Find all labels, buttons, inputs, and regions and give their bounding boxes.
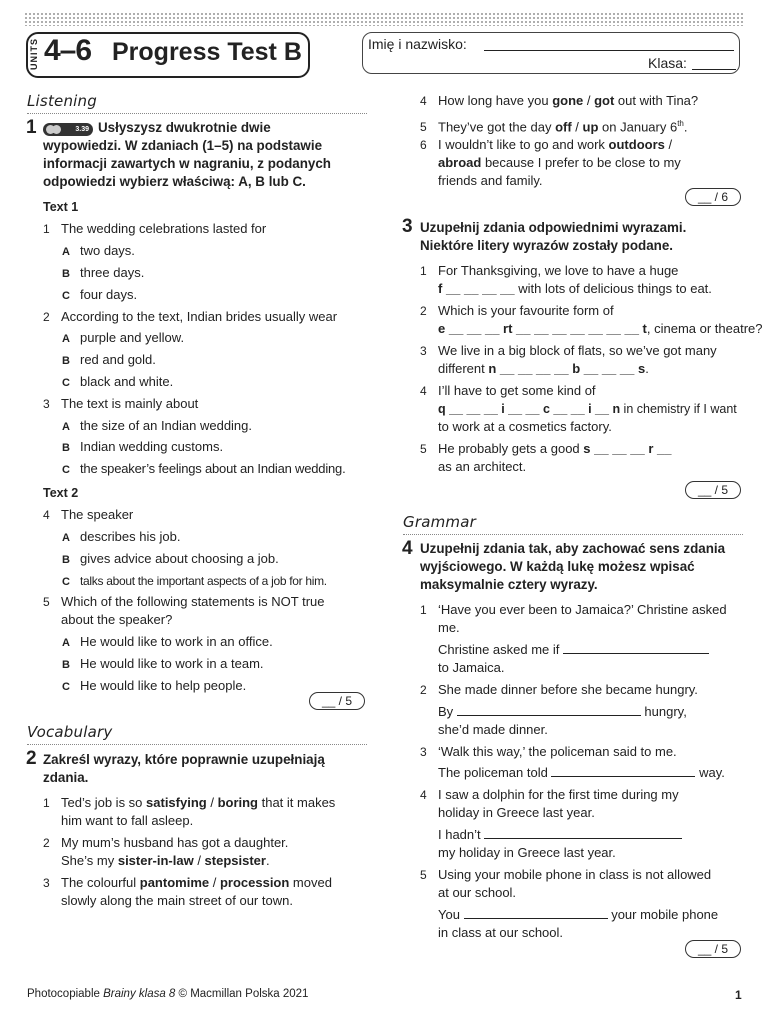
class-label: Klasa:: [648, 55, 687, 71]
sentence-item-cont: She’s my sister-in-law / stepsister.: [61, 853, 270, 868]
units-label: UNITS: [29, 38, 39, 70]
letter-gap-input[interactable]: e __ __ __ rt __ __ __ __ __ __ __ t: [438, 321, 647, 336]
instruction-line: informacji zawartych w nagraniu, z podanych: [43, 156, 331, 171]
class-field[interactable]: [692, 69, 736, 70]
answer-option[interactable]: A the size of an Indian wedding.: [62, 418, 253, 433]
answer-option[interactable]: C four days.: [62, 287, 138, 302]
gap-item: 2 Which is your favourite form of: [420, 303, 614, 318]
answer-option[interactable]: A purple and yellow.: [62, 330, 185, 345]
exercise-number: 2: [26, 748, 37, 769]
name-label: Imię i nazwisko:: [368, 36, 467, 52]
transform-item-cont: The policeman told way.: [438, 765, 725, 780]
transform-item-cont: she’d made dinner.: [438, 722, 548, 737]
sentence-item: 4 How long have you gone / got out with Tina?: [420, 93, 699, 108]
exercise-number: 3: [402, 216, 413, 237]
sentence-item: 3 The colourful pantomime / procession moved: [43, 875, 332, 890]
page-number: 1: [735, 988, 742, 1002]
transform-item: 4 I saw a dolphin for the first time during my: [420, 787, 679, 802]
answer-option[interactable]: A describes his job.: [62, 529, 181, 544]
gap-item-cont: to work at a cosmetics factory.: [438, 419, 612, 434]
transform-item-cont: me.: [438, 620, 460, 635]
transform-item: 1 ‘Have you ever been to Jamaica?’ Christine asked: [420, 602, 727, 617]
word-choice[interactable]: gone: [552, 93, 584, 108]
question-item: 2 According to the text, Indian brides usually wear: [43, 309, 338, 324]
sentence-item-cont: slowly along the main street of our town.: [61, 893, 293, 908]
answer-option[interactable]: C the speaker’s feelings about an Indian wedding.: [62, 461, 346, 476]
question-item-cont: about the speaker?: [61, 612, 173, 627]
answer-option[interactable]: B Indian wedding customs.: [62, 439, 224, 454]
instruction-line: Usłyszysz dwukrotnie dwie: [98, 120, 271, 135]
word-choice[interactable]: outdoors: [608, 137, 665, 152]
footer-copyright: Photocopiable Brainy klasa 8 © Macmillan Polska 2021: [27, 988, 309, 1000]
word-choice[interactable]: satisfying: [146, 795, 207, 810]
sentence-item-cont: friends and family.: [438, 173, 543, 188]
letter-gap-input[interactable]: f __ __ __ __: [438, 281, 515, 296]
transform-item-cont: You your mobile phone: [438, 907, 719, 922]
gap-item-cont: as an architect.: [438, 459, 527, 474]
word-choice[interactable]: off: [555, 119, 572, 135]
answer-option[interactable]: B gives advice about choosing a job.: [62, 551, 279, 566]
score-box: __ / 5: [685, 940, 741, 958]
sentence-item: 5 They’ve got the day off / up on January 6th.: [420, 119, 688, 135]
divider: [403, 534, 743, 535]
transform-item-cont: in class at our school.: [438, 925, 564, 940]
answer-blank[interactable]: [464, 906, 608, 919]
word-choice[interactable]: stepsister: [204, 853, 266, 868]
text-label: Text 2: [43, 486, 79, 500]
text-label: Text 1: [43, 200, 79, 214]
letter-gap-input[interactable]: q __ __ __ i __ __ c __ __ i __ n: [438, 402, 621, 416]
top-dotted-band: [24, 12, 744, 26]
section-grammar: Grammar: [403, 513, 476, 531]
instruction-line: maksymalnie cztery wyrazy.: [420, 577, 598, 592]
instruction-line: wypowiedzi. W zdaniach (1–5) na podstawie: [43, 138, 323, 153]
question-item: 5 Which of the following statements is NOT true: [43, 594, 325, 609]
section-listening: Listening: [27, 92, 97, 110]
instruction-line: Zakreśl wyrazy, które poprawnie uzupełniają: [43, 752, 325, 767]
answer-blank[interactable]: [457, 703, 641, 716]
word-choice[interactable]: up: [582, 119, 599, 135]
gap-item: 4 I’ll have to get some kind of: [420, 383, 596, 398]
transform-item-cont: at our school.: [438, 885, 517, 900]
sentence-item-cont: abroad because I prefer to be close to my: [438, 155, 681, 170]
gap-item-cont: f __ __ __ __ with lots of delicious things to eat.: [438, 281, 712, 296]
page-title: Progress Test B: [112, 38, 302, 66]
word-choice[interactable]: procession: [219, 875, 290, 890]
gap-item: 1 For Thanksgiving, we love to have a huge: [420, 263, 679, 278]
gap-item-cont: q __ __ __ i __ __ c __ __ i __ n in chemistry if I want: [438, 402, 737, 416]
sentence-item: 2 My mum’s husband has got a daughter.: [43, 835, 289, 850]
audio-track-icon: [43, 121, 93, 136]
score-box: __ / 5: [685, 481, 741, 499]
instruction-line: zdania.: [43, 770, 89, 785]
divider: [27, 113, 367, 114]
instruction-line: odpowiedzi wybierz właściwą: A, B lub C.: [43, 174, 306, 189]
answer-option[interactable]: A He would like to work in an office.: [62, 634, 273, 649]
score-box: __ / 6: [685, 188, 741, 206]
transform-item: 5 Using your mobile phone in class is not allowed: [420, 867, 712, 882]
unit-range: 4–6: [44, 34, 92, 67]
answer-blank[interactable]: [484, 826, 682, 839]
sentence-item-cont: him want to fall asleep.: [61, 813, 194, 828]
instruction-line: Uzupełnij zdania odpowiednimi wyrazami.: [420, 220, 687, 235]
gap-item-cont: different n __ __ __ __ b __ __ __ s.: [438, 361, 649, 376]
instruction-line: Uzupełnij zdania tak, aby zachować sens zdania: [420, 541, 726, 556]
question-item: 3 The text is mainly about: [43, 396, 199, 411]
score-box: __ / 5: [309, 692, 365, 710]
transform-item-cont: my holiday in Greece last year.: [438, 845, 616, 860]
audio-track-badge: 3.39: [43, 123, 93, 136]
exercise-number: 4: [402, 538, 413, 559]
transform-item: 3 ‘Walk this way,’ the policeman said to me.: [420, 744, 677, 759]
answer-option[interactable]: C talks about the important aspects of a job for him.: [62, 574, 327, 588]
transform-item-cont: Christine asked me if: [438, 641, 709, 659]
word-choice[interactable]: abroad: [438, 155, 482, 170]
question-item: 1 The wedding celebrations lasted for: [43, 221, 267, 236]
transform-item-cont: I hadn’t: [438, 826, 682, 844]
answer-option[interactable]: B red and gold.: [62, 352, 156, 367]
answer-option[interactable]: C He would like to help people.: [62, 678, 247, 693]
answer-blank[interactable]: [563, 641, 709, 654]
question-item: 4 The speaker: [43, 507, 134, 522]
answer-option[interactable]: C black and white.: [62, 374, 174, 389]
letter-gap-input[interactable]: s __ __ __ r __: [583, 441, 672, 456]
divider: [27, 744, 367, 745]
sentence-item: 1 Ted’s job is so satisfying / boring that it makes: [43, 795, 336, 810]
word-choice[interactable]: boring: [217, 795, 258, 810]
instruction-line: wyjściowego. W każdą lukę możesz wpisać: [420, 559, 695, 574]
sentence-item: 6 I wouldn’t like to go and work outdoors /: [420, 137, 673, 152]
gap-item: 3 We live in a big block of flats, so we’ve got many: [420, 343, 717, 358]
transform-item-cont: holiday in Greece last year.: [438, 805, 595, 820]
gap-item: 5 He probably gets a good s __ __ __ r __: [420, 441, 672, 456]
answer-option[interactable]: B three days.: [62, 265, 145, 280]
transform-item: 2 She made dinner before she became hungry.: [420, 682, 698, 697]
section-vocabulary: Vocabulary: [27, 723, 113, 741]
word-choice[interactable]: got: [594, 93, 615, 108]
name-field[interactable]: [484, 50, 734, 51]
letter-gap-input[interactable]: n __ __ __ __ b __ __ __ s: [488, 361, 646, 376]
word-choice[interactable]: pantomime: [139, 875, 210, 890]
transform-item-cont: By hungry,: [438, 704, 687, 719]
answer-option[interactable]: B He would like to work in a team.: [62, 656, 264, 671]
gap-item-cont: e __ __ __ rt __ __ __ __ __ __ __ t, cinema or theatre?: [438, 321, 763, 336]
answer-blank[interactable]: [551, 764, 695, 777]
instruction-line: Niektóre litery wyrazów zostały podane.: [420, 238, 674, 253]
answer-option[interactable]: A two days.: [62, 243, 135, 258]
transform-item-cont: to Jamaica.: [438, 660, 505, 675]
exercise-number: 1: [26, 117, 37, 138]
word-choice[interactable]: sister-in-law: [117, 853, 194, 868]
